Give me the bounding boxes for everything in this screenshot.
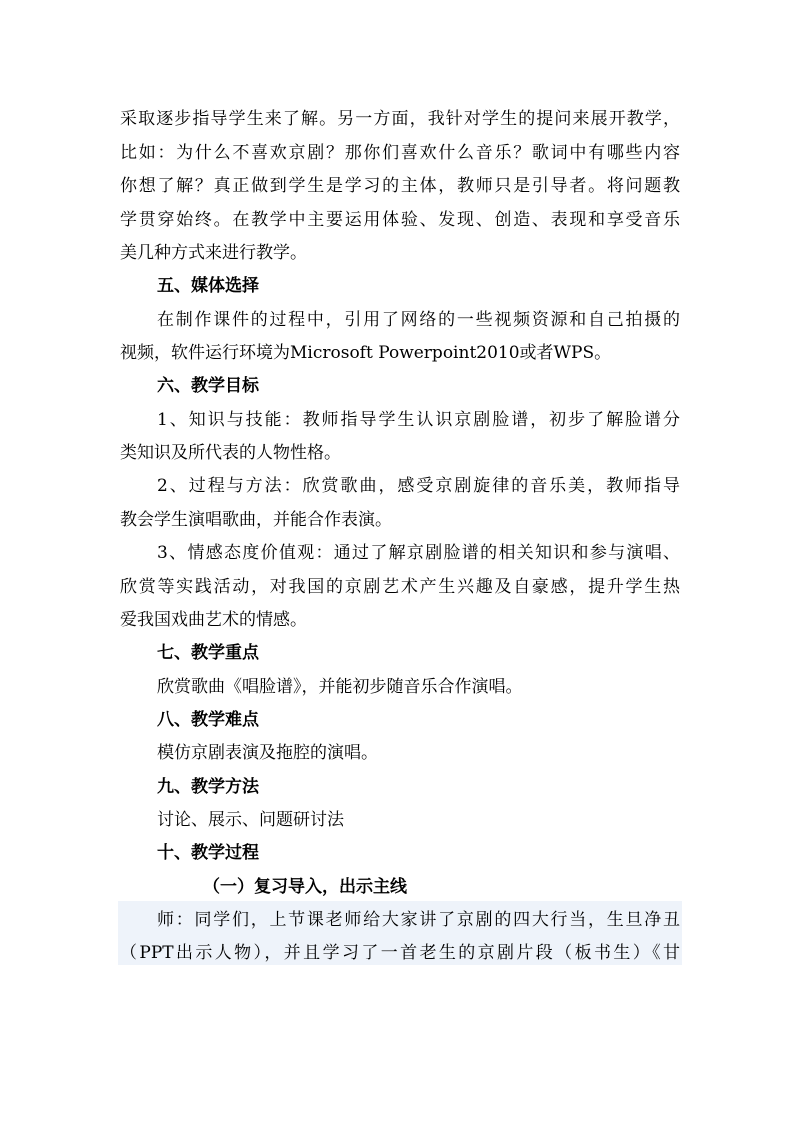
goal-line-2: 类知识及所代表的人物性格。 [120, 443, 341, 463]
intro-line-5: 美几种方式来进行教学。 [120, 243, 307, 263]
goal-line-1: 1、知识与技能：教师指导学生认识京剧脸谱，初步了解脸谱分 [157, 410, 680, 430]
goal-line-5: 3、情感态度价值观：通过了解京剧脸谱的相关知识和参与演唱、 [157, 543, 680, 563]
goal-line-7: 爱我国戏曲艺术的情感。 [120, 610, 307, 630]
section-heading-goals: 六、教学目标 [157, 376, 259, 396]
process-subheading: （一）复习导入，出示主线 [203, 877, 407, 897]
key-points-line: 欣赏歌曲《唱脸谱》，并能初步随音乐合作演唱。 [157, 677, 523, 697]
intro-line-4: 学贯穿始终。在教学中主要运用体验、发现、创造、表现和享受音乐 [120, 210, 680, 230]
section-heading-media: 五、媒体选择 [157, 276, 259, 296]
intro-line-3: 你想了解？真正做到学生是学习的主体，教师只是引导者。将问题教 [120, 176, 680, 196]
media-line-2: 视频，软件运行环境为Microsoft Powerpoint2010或者WPS。 [120, 343, 612, 363]
section-heading-process: 十、教学过程 [157, 843, 259, 863]
section-heading-difficulties: 八、教学难点 [157, 710, 259, 730]
media-line-1: 在制作课件的过程中，引用了网络的一些视频资源和自己拍摄的 [157, 310, 680, 330]
goal-line-6: 欣赏等实践活动，对我国的京剧艺术产生兴趣及自豪感，提升学生热 [120, 577, 680, 597]
goal-line-3: 2、过程与方法：欣赏歌曲，感受京剧旋律的音乐美，教师指导 [157, 476, 680, 496]
intro-line-1: 采取逐步指导学生来了解。另一方面，我针对学生的提问来展开教学， [120, 109, 680, 129]
process-line-2: （PPT出示人物），并且学习了一首老生的京剧片段（板书生）《甘 [120, 943, 680, 963]
section-heading-key-points: 七、教学重点 [157, 643, 259, 663]
process-line-1: 师：同学们，上节课老师给大家讲了京剧的四大行当，生旦净丑 [157, 910, 680, 930]
section-heading-methods: 九、教学方法 [157, 777, 259, 797]
intro-line-2: 比如：为什么不喜欢京剧？那你们喜欢什么音乐？歌词中有哪些内容 [120, 143, 680, 163]
difficulties-line: 模仿京剧表演及拖腔的演唱。 [157, 743, 378, 763]
goal-line-4: 教会学生演唱歌曲，并能合作表演。 [120, 510, 392, 530]
methods-line: 讨论、展示、问题研讨法 [157, 810, 344, 830]
